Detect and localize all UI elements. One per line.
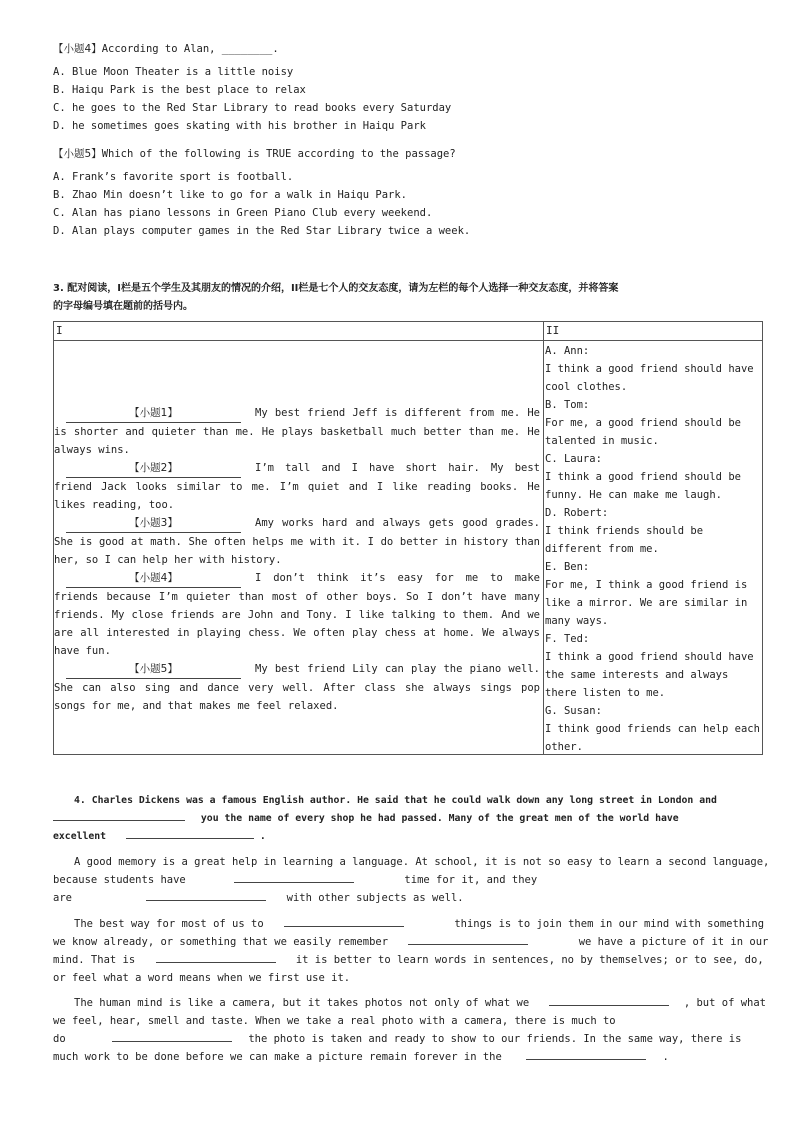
answer-blank-2[interactable]: 【小题2】	[66, 459, 241, 478]
friendship-attitudes	[545, 342, 761, 756]
q4-option-c: C. he goes to the Red Star Library to read books every Saturday	[53, 102, 452, 114]
q5-stem-prefix: 【小题5】	[53, 148, 102, 160]
q5-option-c: C. Alan has piano lessons in Green Piano Club every weekend.	[53, 207, 433, 219]
p1-line2-text-a: because students have	[53, 874, 186, 886]
cloze-blank-3[interactable]	[234, 882, 354, 883]
cloze-blank-6[interactable]	[408, 944, 528, 945]
cloze-blank-1[interactable]	[53, 820, 185, 821]
attitude-d-text: I think friends should be different from me.	[545, 525, 704, 555]
p2-line2	[53, 936, 768, 948]
p1-line3	[53, 892, 464, 904]
q4-stem	[53, 41, 279, 56]
student-item-4-text: I don’t think it’s easy for me to make friends because I’m quieter than most of other boys. So I don’t have many friends. My close friends are John and Tony. I like talking to them. And we are all interested in playing chess. We often play chess at home. We always have fun.	[54, 572, 540, 657]
q4-stem-text: According to Alan, ________.	[101, 43, 279, 55]
p3-line1-text-b: , but of what	[683, 997, 766, 1009]
p3-line1	[74, 997, 766, 1009]
section4-intro-line2	[53, 813, 679, 824]
cloze-blank-4[interactable]	[146, 900, 266, 901]
p2-line3-text-a: mind. That is	[53, 954, 136, 966]
p2-line4: or feel what a word means when we first use it.	[53, 972, 351, 984]
p3-line3	[53, 1033, 741, 1045]
p3-line2: we feel, hear, smell and taste. When we take a real photo with a camera, there is much to	[53, 1015, 616, 1027]
section4-intro-line1: 4. Charles Dickens was a famous English author. He said that he could walk down any long street in London and	[74, 795, 717, 806]
attitude-c-text: I think a good friend should be funny. He can make me laugh.	[545, 471, 741, 501]
attitude-b-text: For me, a good friend should be talented in music.	[545, 417, 741, 447]
q4-option-a: A. Blue Moon Theater is a little noisy	[53, 66, 294, 78]
attitude-d-name: D. Robert:	[545, 507, 609, 519]
table-header-divider	[54, 340, 762, 341]
p1-line2	[53, 874, 537, 886]
answer-blank-3[interactable]: 【小题3】	[66, 514, 241, 533]
section4-intro-line3-text: excellent	[53, 831, 107, 842]
cloze-blank-7[interactable]	[156, 962, 276, 963]
section4-intro-period: .	[259, 831, 266, 842]
cloze-blank-10[interactable]	[526, 1059, 646, 1060]
attitude-a-name: A. Ann:	[545, 345, 590, 357]
student-descriptions	[54, 404, 540, 715]
p1-line3-text-a: are	[53, 892, 72, 904]
attitude-a-text: I think a good friend should have cool clothes.	[545, 363, 754, 393]
section4-intro-line2-text: you the name of every shop he had passed. Many of the great men of the world have	[200, 813, 679, 824]
section4-intro-line3	[53, 831, 266, 842]
attitude-e-name: E. Ben:	[545, 561, 590, 573]
p2-line2-text-b: we have a picture of it in our	[578, 936, 769, 948]
answer-blank-5[interactable]: 【小题5】	[66, 660, 241, 679]
cloze-blank-5[interactable]	[284, 926, 404, 927]
student-item-2-text: I’m tall and I have short hair. My best friend Jack looks similar to me. I’m quiet and I like reading books. He likes reading, too.	[54, 462, 540, 511]
p3-line4	[53, 1051, 669, 1063]
student-item-3-text: Amy works hard and always gets good grades. She is good at math. She often helps me with it. I do better in history than her, so I can help her with history.	[54, 517, 540, 566]
answer-blank-4[interactable]: 【小题4】	[66, 569, 241, 588]
student-item-3	[54, 514, 540, 569]
student-item-4	[54, 569, 540, 660]
student-item-2	[54, 459, 540, 514]
attitude-c-name: C. Laura:	[545, 453, 602, 465]
p1-line3-text-b: with other subjects as well.	[286, 892, 464, 904]
q4-stem-prefix: 【小题4】	[53, 43, 102, 55]
matching-table	[53, 321, 763, 755]
attitude-f-text: I think a good friend should have the same interests and always there listen to me.	[545, 651, 754, 699]
q5-option-d: D. Alan plays computer games in the Red Star Library twice a week.	[53, 225, 471, 237]
student-item-5-text: My best friend Lily can play the piano well. She can also sing and dance very well. After class she always sings pop songs for me, and that makes me feel relaxed.	[54, 663, 540, 712]
student-item-5	[54, 660, 540, 715]
p3-line4-text-a: much work to be done before we can make a picture remain forever in the	[53, 1051, 502, 1063]
attitude-e-text: For me, I think a good friend is like a mirror. We are similar in many ways.	[545, 579, 748, 627]
p1-line2-text-b: time for it, and they	[404, 874, 538, 886]
p3-line4-text-b: .	[662, 1051, 669, 1063]
p2-line2-text-a: we know already, or something that we easily remember	[53, 936, 389, 948]
student-item-1-text: My best friend Jeff is different from me. He is shorter and quieter than me. He plays basketball much better than me. He always wins.	[54, 407, 540, 456]
column-header-i: I	[56, 324, 63, 337]
p2-line1-text-a: The best way for most of us to	[74, 918, 264, 930]
section3-instruction-line1: 3. 配对阅读，I栏是五个学生及其朋友的情况的介绍，II栏是七个人的交友态度，请为左栏的每个人选择一种交友态度，并将答案	[53, 283, 619, 294]
p2-line1	[74, 918, 764, 930]
p2-line1-text-b: things is to join them in our mind with something	[454, 918, 765, 930]
q5-stem	[53, 146, 456, 161]
cloze-blank-8[interactable]	[549, 1005, 669, 1006]
p1-line1: A good memory is a great help in learning a language. At school, it is not so easy to learn a second language,	[74, 856, 770, 868]
student-item-1	[54, 404, 540, 459]
q4-option-d: D. he sometimes goes skating with his brother in Haiqu Park	[53, 120, 426, 132]
column-header-ii: II	[546, 324, 560, 337]
q5-option-a: A. Frank’s favorite sport is football.	[53, 171, 294, 183]
table-column-divider	[543, 322, 544, 754]
cloze-blank-2[interactable]	[126, 838, 254, 839]
attitude-g-name: G. Susan:	[545, 705, 602, 717]
attitude-g-text: I think good friends can help each other.	[545, 723, 760, 753]
p3-line3-text-b: the photo is taken and ready to show to our friends. In the same way, there is	[248, 1033, 742, 1045]
section3-instruction-line2: 的字母编号填在题前的括号内。	[53, 301, 193, 312]
cloze-blank-9[interactable]	[112, 1041, 232, 1042]
q4-option-b: B. Haiqu Park is the best place to relax	[53, 84, 306, 96]
q5-option-b: B. Zhao Min doesn’t like to go for a walk in Haiqu Park.	[53, 189, 408, 201]
answer-blank-1[interactable]: 【小题1】	[66, 404, 241, 423]
p3-line1-text-a: The human mind is like a camera, but it takes photos not only of what we	[74, 997, 530, 1009]
attitude-f-name: F. Ted:	[545, 633, 590, 645]
q5-stem-text: Which of the following is TRUE according to the passage?	[101, 148, 456, 160]
attitude-b-name: B. Tom:	[545, 399, 590, 411]
p3-line3-text-a: do	[53, 1033, 66, 1045]
p2-line3-text-b: it is better to learn words in sentences, no by themselves; or to see, do,	[295, 954, 764, 966]
p2-line3	[53, 954, 764, 966]
